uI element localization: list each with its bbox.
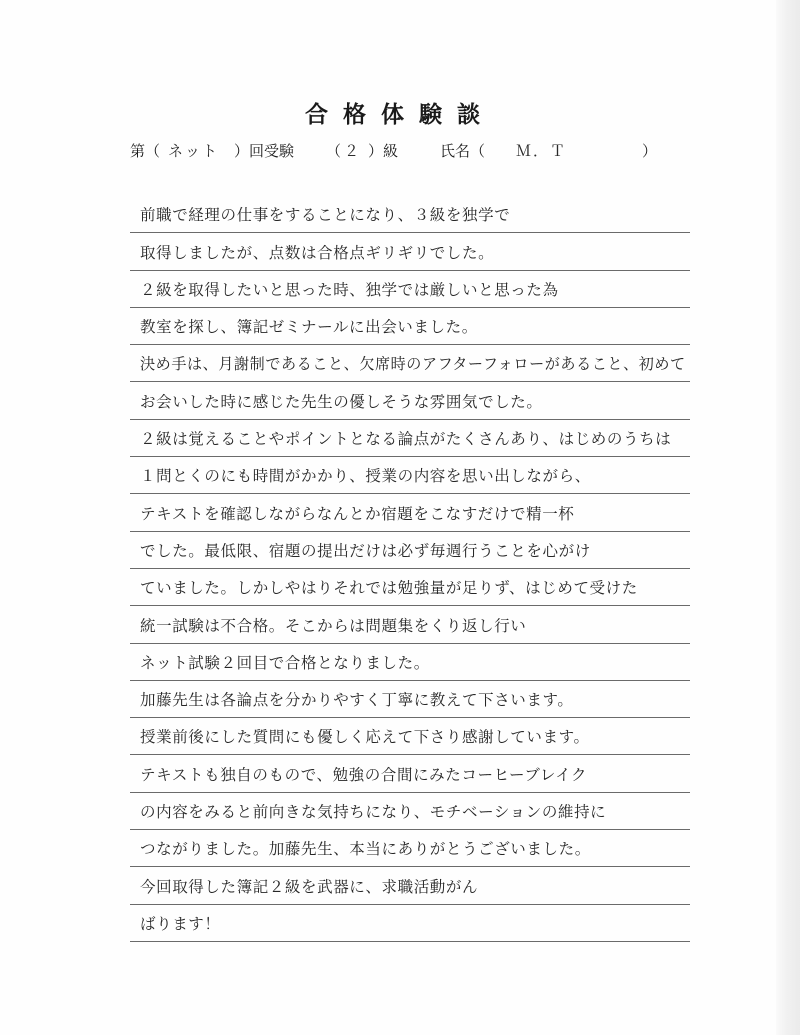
handwritten-line: 決め手は、月謝制であること、欠席時のアフターフォローがあること、初めて <box>140 355 686 374</box>
handwritten-line: ２級を取得したいと思った時、独学では厳しいと思った為 <box>140 280 559 299</box>
ruled-line <box>130 382 690 419</box>
ruled-line <box>130 755 690 792</box>
ruled-line <box>130 308 690 345</box>
ruled-line <box>130 830 690 867</box>
ruled-line <box>130 793 690 830</box>
ruled-line <box>130 532 690 569</box>
scan-edge-shadow <box>776 0 800 1035</box>
ruled-line <box>130 271 690 308</box>
handwritten-line: 取得しましたが、点数は合格点ギリギリでした。 <box>140 243 495 262</box>
ruled-line <box>130 233 690 270</box>
handwritten-line: ていました。しかしやはりそれでは勉強量が足りず、はじめて受けた <box>140 579 638 598</box>
round-value: ネット <box>168 142 220 160</box>
handwritten-line: でした。最低限、宿題の提出だけは必ず毎週行うことを心がけ <box>140 541 591 560</box>
ruled-line <box>130 494 690 531</box>
ruled-line <box>130 196 690 233</box>
handwritten-line: 授業前後にした質問にも優しく応えて下さり感謝しています。 <box>140 728 590 747</box>
ruled-line <box>130 420 690 457</box>
handwritten-line: ばります！ <box>140 914 221 933</box>
grade-value: ２ <box>344 142 362 160</box>
exam-info-header <box>130 140 690 166</box>
handwritten-line: 統一試験は不合格。そこからは問題集をくり返し行い <box>140 616 527 635</box>
handwritten-line: 教室を探し、簿記ゼミナールに出会いました。 <box>140 318 478 337</box>
ruled-line <box>130 718 690 755</box>
ruled-line <box>130 905 690 942</box>
handwritten-line: 前職で経理の仕事をすることになり、３級を独学で <box>140 206 511 225</box>
name-value: Ｍ．Ｔ <box>516 142 568 160</box>
handwritten-line: ネット試験２回目で合格となりました。 <box>140 653 430 672</box>
handwritten-line: １問とくのにも時間がかかり、授業の内容を思い出しながら、 <box>140 467 591 486</box>
handwritten-line: テキストを確認しながらなんとか宿題をこなすだけで精一杯 <box>140 504 575 523</box>
handwritten-line: 加藤先生は各論点を分かりやすく丁寧に教えて下さいます。 <box>140 691 574 710</box>
handwritten-line: の内容をみると前向きな気持ちになり、モチベーションの維持に <box>140 803 607 822</box>
handwritten-line: ２級は覚えることやポイントとなる論点がたくさんあり、はじめのうちは <box>140 430 672 449</box>
ruled-line <box>130 606 690 643</box>
ruled-line <box>130 681 690 718</box>
essay-body <box>130 196 690 942</box>
page-title: 合格体験談 <box>305 101 495 128</box>
handwritten-line: お会いした時に感じた先生の優しそうな雰囲気でした。 <box>140 392 543 411</box>
ruled-line <box>130 345 690 382</box>
grade-suffix: ）級 <box>368 142 399 160</box>
ruled-line <box>130 644 690 681</box>
name-label: 氏名（ <box>440 142 486 160</box>
handwritten-line: 今回取得した簿記２級を武器に、求職活動がん <box>140 877 479 896</box>
ruled-line <box>130 457 690 494</box>
ruled-line <box>130 867 690 904</box>
ruled-line <box>130 569 690 606</box>
handwritten-line: つながりました。加藤先生、本当にありがとうございました。 <box>140 840 591 859</box>
round-prefix: 第（ <box>130 142 161 160</box>
round-suffix: ）回受験 <box>234 142 295 160</box>
grade-open: （ <box>326 142 342 160</box>
handwritten-line: テキストも独自のもので、勉強の合間にみたコーヒーブレイク <box>140 765 588 784</box>
name-close: ） <box>642 142 658 160</box>
